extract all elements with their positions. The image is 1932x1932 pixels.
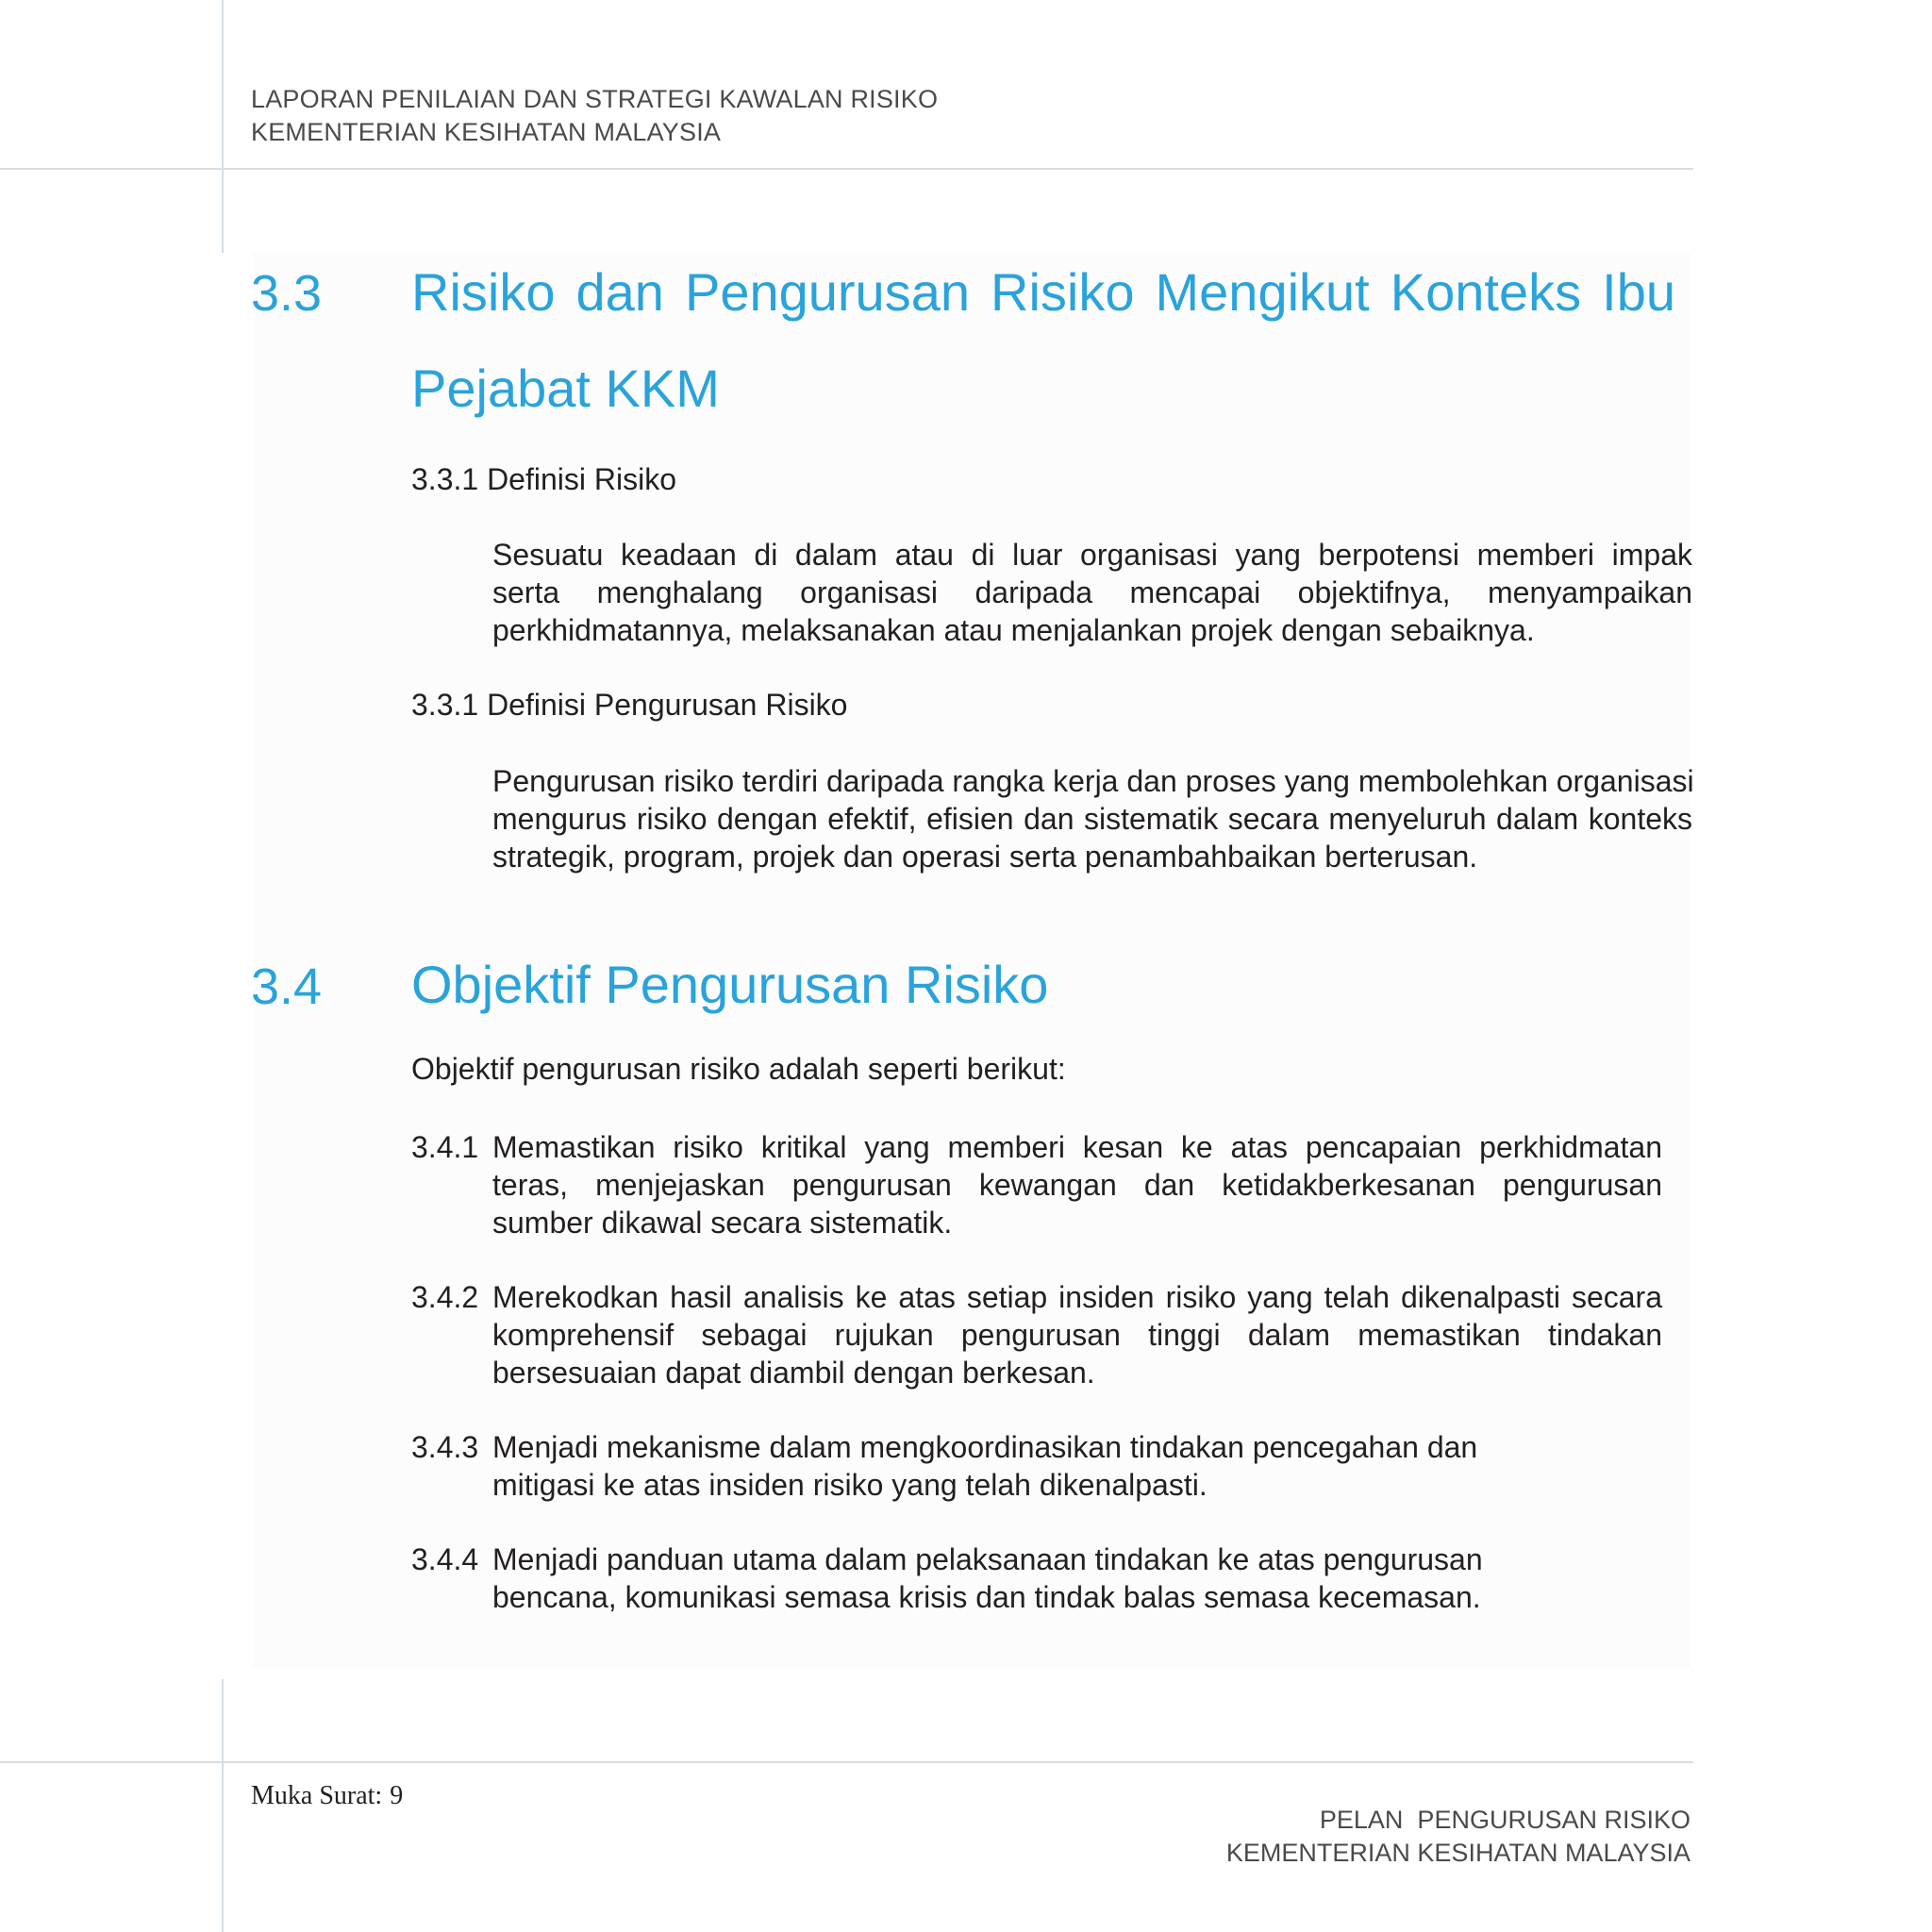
paragraph-line: serta menghalang organisasi daripada mencapai objektifnya, menyampaikan bbox=[492, 575, 1692, 609]
paragraph-line: mengurus risiko dengan efektif, efisien dan sistematik secara menyeluruh dalam konteks bbox=[492, 802, 1692, 836]
objective-item bbox=[411, 1541, 1662, 1616]
objective-line: Menjadi panduan utama dalam pelaksanaan tindakan ke atas pengurusan bbox=[492, 1542, 1483, 1576]
footer-line-2: KEMENTERIAN KESIHATAN MALAYSIA bbox=[1225, 1839, 1690, 1867]
section-3-3-title-line-2: Pejabat KKM bbox=[411, 358, 720, 418]
objective-line: sumber dikawal secara sistematik. bbox=[492, 1206, 953, 1240]
running-footer bbox=[1226, 1804, 1690, 1870]
objective-item bbox=[411, 1278, 1662, 1391]
objective-number: 3.4.3 bbox=[411, 1430, 479, 1464]
objective-line: bersesuaian dapat diambil dengan berkesan. bbox=[492, 1356, 1095, 1390]
objective-line: Memastikan risiko kritikal yang memberi kesan ke atas pencapaian perkhidmatan bbox=[492, 1130, 1662, 1164]
paragraph-line: perkhidmatannya, melaksanakan atau menjalankan projek dengan sebaiknya. bbox=[492, 613, 1535, 647]
objective-item bbox=[411, 1128, 1662, 1241]
running-header bbox=[251, 83, 938, 149]
objective-line: teras, menjejaskan pengurusan kewangan dan ketidakberkesanan pengurusan bbox=[492, 1168, 1662, 1202]
objective-line: Merekodkan hasil analisis ke atas setiap insiden risiko yang telah dikenalpasti secara bbox=[492, 1280, 1662, 1314]
objective-line: komprehensif sebagai rujukan pengurusan tinggi dalam memastikan tindakan bbox=[492, 1318, 1662, 1352]
paragraph-definisi-risiko bbox=[492, 536, 1692, 649]
bottom-vertical-rule bbox=[222, 1679, 224, 1932]
header-line-1: LAPORAN PENILAIAN DAN STRATEGI KAWALAN RISIKO bbox=[251, 85, 939, 113]
page-label: Muka Surat: bbox=[251, 1781, 383, 1810]
paragraph-line: Pengurusan risiko terdiri daripada rangka kerja dan proses yang membolehkan organisasi bbox=[492, 764, 1694, 798]
section-3-3-title-line-1: Risiko dan Pengurusan Risiko Mengikut Konteks Ibu bbox=[411, 262, 1675, 322]
subsection-heading-definisi-risiko: 3.3.1 Definisi Risiko bbox=[411, 462, 676, 496]
objective-line: mitigasi ke atas insiden risiko yang telah dikenalpasti. bbox=[492, 1468, 1208, 1502]
objectives-intro: Objektif pengurusan risiko adalah seperti berikut: bbox=[411, 1052, 1066, 1086]
objective-item bbox=[411, 1428, 1662, 1504]
page-number bbox=[251, 1781, 410, 1811]
section-3-3-number: 3.3 bbox=[251, 265, 323, 322]
objective-line: bencana, komunikasi semasa krisis dan tindak balas semasa kecemasan. bbox=[492, 1580, 1481, 1614]
header-line-2: KEMENTERIAN KESIHATAN MALAYSIA bbox=[251, 118, 722, 146]
footer-line-1: PELAN PENGURUSAN RISIKO bbox=[1319, 1806, 1690, 1834]
footer-rule bbox=[0, 1761, 1693, 1763]
paragraph-line: strategik, program, projek dan operasi serta penambahbaikan berterusan. bbox=[492, 840, 1478, 874]
subsection-heading-definisi-pengurusan-risiko: 3.3.1 Definisi Pengurusan Risiko bbox=[411, 688, 848, 722]
top-vertical-rule bbox=[222, 0, 224, 253]
section-3-4-number: 3.4 bbox=[251, 958, 323, 1015]
objective-number: 3.4.2 bbox=[411, 1280, 479, 1314]
objective-number: 3.4.1 bbox=[411, 1130, 479, 1164]
page-number-value: 9 bbox=[390, 1781, 404, 1810]
section-3-4-title: Objektif Pengurusan Risiko bbox=[411, 955, 1049, 1014]
paragraph-line: Sesuatu keadaan di dalam atau di luar organisasi yang berpotensi memberi impak bbox=[492, 538, 1692, 572]
paragraph-definisi-pengurusan-risiko bbox=[492, 762, 1692, 875]
objective-number: 3.4.4 bbox=[411, 1542, 479, 1576]
objective-line: Menjadi mekanisme dalam mengkoordinasikan tindakan pencegahan dan bbox=[492, 1430, 1478, 1464]
header-rule bbox=[0, 168, 1693, 170]
